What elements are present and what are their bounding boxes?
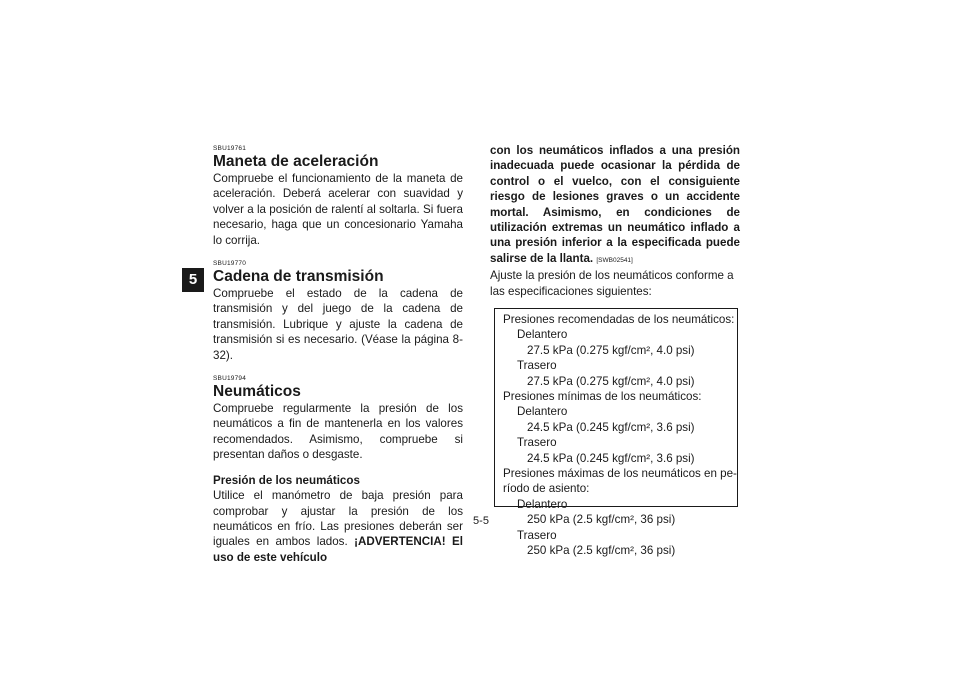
- adjust-paragraph: Ajuste la presión de los neumáticos conforme a las especificaciones siguientes:: [490, 269, 734, 298]
- warning-start: ¡ADVERTENCIA! El uso de este vehículo: [213, 535, 463, 564]
- spec-maximum-label: Presiones máximas de los neumáticos en pe-: [503, 467, 737, 481]
- tire-pressure-spec-box: [494, 308, 738, 558]
- section-heading-tires: Neumáticos: [213, 383, 301, 401]
- tires-paragraph: Compruebe regularmente la presión de los neumáticos a fin de mantenerla en los valores recomendados. Asimismo, compruebe si presentan daños o desgaste.: [213, 402, 463, 462]
- section-code: SBU19794: [213, 375, 247, 383]
- spec-rear-label: Trasero: [517, 359, 557, 373]
- spec-value: 24.5 kPa (0.245 kgf/cm², 3.6 psi): [527, 451, 695, 465]
- warning-paragraph: [490, 143, 740, 268]
- spec-recommended-label: Presiones recomendadas de los neumáticos:: [503, 313, 735, 326]
- section-heading-drive-chain: Cadena de transmisión: [213, 268, 384, 286]
- chapter-tab: 5: [182, 268, 204, 292]
- left-column: [213, 145, 463, 565]
- section-code: SBU19770: [213, 260, 247, 268]
- spec-rear-label: Trasero: [517, 528, 557, 542]
- spec-value: 27.5 kPa (0.275 kgf/cm², 4.0 psi): [527, 374, 695, 388]
- spec-rear-label: Trasero: [517, 436, 557, 450]
- tire-pressure-subheading: Presión de los neumáticos: [213, 473, 360, 487]
- tire-pressure-paragraph: [213, 488, 463, 565]
- spec-front-label: Delantero: [517, 328, 568, 342]
- section-heading-throttle: Maneta de aceleración: [213, 153, 379, 170]
- spec-front-label: Delantero: [517, 405, 568, 419]
- right-column: [490, 143, 740, 299]
- spec-value: 250 kPa (2.5 kgf/cm², 36 psi): [527, 513, 676, 527]
- section-code: SBU19761: [213, 145, 247, 152]
- spec-value: 24.5 kPa (0.245 kgf/cm², 3.6 psi): [527, 420, 695, 434]
- spec-front-label: Delantero: [517, 497, 568, 511]
- drive-chain-paragraph: Compruebe el estado de la cadena de transmisión y del juego de la cadena de transmisión. Lubrique y ajuste la cadena de transmisión si es necesario. (Véase la página 8-32).: [213, 287, 463, 362]
- throttle-paragraph: Compruebe el funcionamiento de la maneta de aceleración. Deberá acelerar con suavidad y volver a la posición de ralentí al soltarla. Si fuera necesario, haga que un concesionario Yamaha lo corrija.: [213, 172, 463, 247]
- spec-maximum-label-cont: ríodo de asiento:: [503, 482, 590, 496]
- tire-pressure-text: Utilice el manómetro de baja presión para comprobar y ajustar la presión de los neumáticos en frío. Las presiones deberán ser iguales en ambos lados.: [213, 489, 463, 549]
- spec-minimum-label: Presiones mínimas de los neumáticos:: [503, 390, 702, 404]
- spec-value: 250 kPa (2.5 kgf/cm², 36 psi): [527, 544, 676, 558]
- warning-code: [SWB02541]: [596, 256, 633, 264]
- warning-continuation: con los neumáticos inflados a una presión inadecuada puede ocasionar la pérdida de control o el vuelco, con el consiguiente riesgo de lesiones graves o un accidente mortal. Asimismo, en condiciones de utilización extremas un neumático inflado a una presión inferior a la especificada puede salirse de la llanta.: [490, 144, 740, 265]
- page-number: 5-5: [473, 515, 489, 527]
- spec-value: 27.5 kPa (0.275 kgf/cm², 4.0 psi): [527, 343, 695, 357]
